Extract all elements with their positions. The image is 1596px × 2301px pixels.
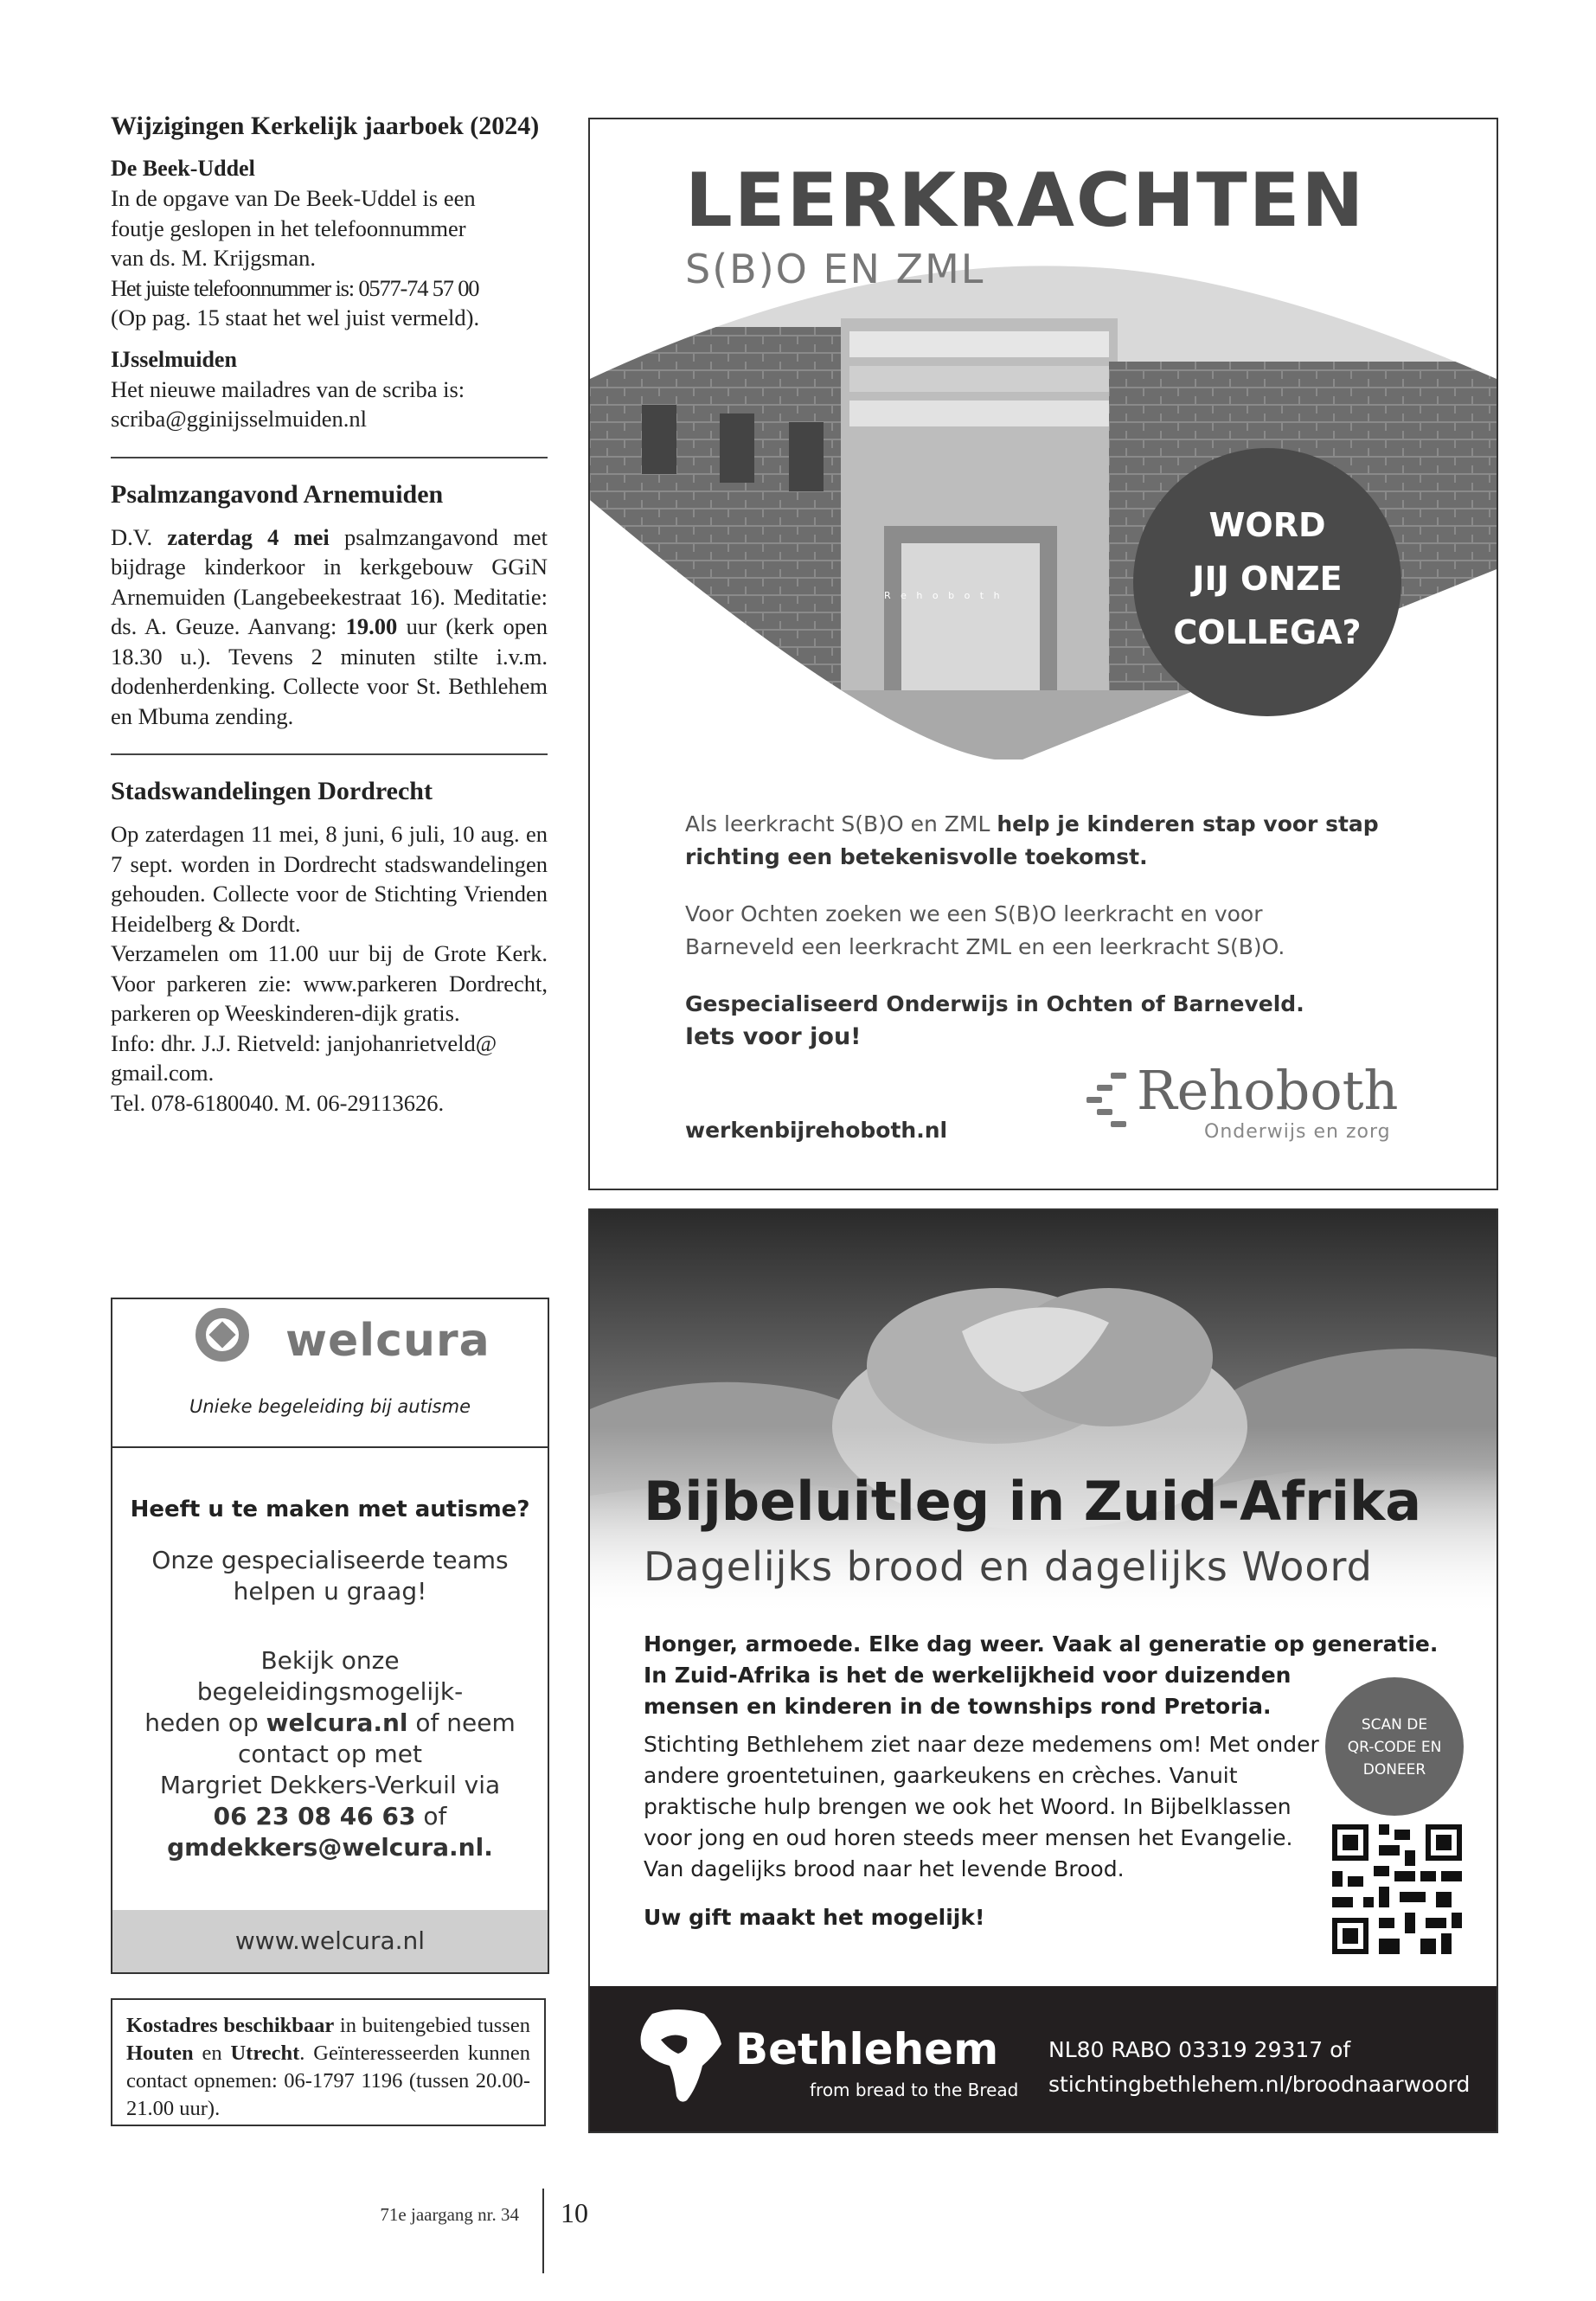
subhead-ijsselmuiden: IJsselmuiden [111,346,237,372]
section-title-jaarboek: Wijzigingen Kerkelijk jaarboek (2024) [111,112,540,140]
bold-line: Honger, armoede. Elke dag weer. Vaak al generatie op generatie. [644,1631,1439,1657]
footer-divider [542,2189,544,2273]
building-sign: R e h o b o t h [884,590,1003,601]
rehoboth-logo-name: Rehoboth [1137,1059,1399,1122]
stadswandelingen-tel: Tel. 078-6180040. M. 06-29113626. [111,1089,445,1116]
line: Het nieuwe mailadres van de scriba is: [111,375,465,402]
welcura-line: Bekijk onze begeleidingsmogelijk- [196,1646,464,1706]
section-title-psalmzangavond: Psalmzangavond Arnemuiden [111,479,444,509]
welcura-phone-line: 06 23 08 46 63 of [213,1802,447,1830]
line: Het juiste telefoonnummer is: 0577-74 57 00 [111,274,479,301]
divider [111,753,548,755]
rehoboth-text-3: Gespecialiseerd Onderwijs in Ochten of Barneveld. Iets voor jou! [685,991,1304,1050]
welcura-email-line: gmdekkers@welcura.nl. [167,1833,493,1862]
body-line: praktische hulp brengen we ook het Woord. In Bijbelklassen [644,1794,1292,1819]
bethlehem-name: Bethlehem [735,2024,999,2074]
page-number: 10 [561,2197,588,2228]
body-line: voor jong en oud horen steeds meer mensen het Evangelie. [644,1825,1293,1850]
bethlehem-footer-bar [590,1986,1497,2131]
bethlehem-tagline: from bread to the Bread [810,2080,1019,2100]
kostadres-text: Kostadres beschikbaar in buitengebied tussen Houten en Utrecht. Geïnteresseerden kunnen contact opnemen: 06-1797 1196 (tussen 20.00-21.00 uur). [126,2014,530,2120]
bank-line[interactable]: stichtingbethlehem.nl/broodnaarwoord [1048,2072,1471,2097]
stadswandelingen-p2: Verzamelen om 11.00 uur bij de Grote Kerk. Voor parkeren zie: www.parkeren Dordrecht, parkeren op Weeskinderen-dijk gratis. [111,940,548,1026]
welcura-question: Heeft u te maken met autisme? [130,1497,530,1522]
welcura-line: helpen u graag! [233,1577,427,1606]
kostadres-box [111,1998,546,2126]
bethlehem-bold-text [644,1629,1438,1722]
body-line: Van dagelijks brood naar het levende Brood. [644,1856,1125,1881]
section-title-stadswandelingen: Stadswandelingen Dordrecht [111,777,433,805]
bank-line: NL80 RABO 03319 29317 of [1048,2037,1351,2062]
line: In de opgave van De Beek-Uddel is een [111,185,476,211]
bold-line: mensen en kinderen in de townships rond Pretoria. [644,1694,1272,1719]
bold-line: In Zuid-Afrika is het de werkelijkheid voor duizenden [644,1663,1292,1688]
welcura-line: heden op welcura.nl of neem [144,1708,516,1737]
line: scriba@gginijsselmuiden.nl [111,406,367,432]
rehoboth-title: LEERKRACHTEN [685,157,1366,244]
circle-line: WORD [1208,506,1326,544]
stadswandelingen-email: gmail.com. [111,1060,215,1086]
body-line: Stichting Bethlehem ziet naar deze medemens om! Met onder [644,1732,1319,1757]
rehoboth-ad[interactable] [588,118,1498,1190]
welcura-name: welcura [285,1315,490,1367]
divider [111,457,548,458]
bethlehem-subhead: Dagelijks brood en dagelijks Woord [644,1543,1373,1590]
bethlehem-ad[interactable] [588,1208,1498,2133]
rehoboth-subtitle: S(B)O EN ZML [685,246,985,292]
welcura-logo-icon [195,1308,249,1362]
welcura-logo-area [112,1299,548,1448]
bethlehem-body-text [644,1729,1319,1885]
welcura-line: contact op met [238,1740,422,1768]
bethlehem-bank-info[interactable] [1048,2033,1470,2102]
welcura-line: Onze gespecialiseerde teams [151,1546,509,1574]
welcura-tagline: Unieke begeleiding bij autisme [189,1396,471,1417]
circle-line: COLLEGA? [1173,613,1362,651]
subhead-beek-uddel: De Beek-Uddel [111,156,255,181]
body-line: andere groentetuinen, gaarkeukens en crèches. Vanuit [644,1763,1238,1788]
psalmzangavond-text: D.V. zaterdag 4 mei psalmzangavond met bijdrage kinderkoor in kerkgebouw GGiN Arnemuiden (Langebeekestraat 16). Meditatie: ds. A. Geuze. Aanvang: 19.00 uur (kerk open 18.30 u.). Tevens 2 minuten stilte i.v.m. dodenherdenking. Collecte voor St. Bethlehem en Mbuma zending. [111,523,548,729]
africa-logo-icon [635,2005,730,2109]
rehoboth-text-1: Als leerkracht S(B)O en ZML help je kinderen stap voor stap richting een betekenisvolle toekomst. [685,811,1379,869]
scan-line: SCAN DE [1361,1716,1428,1734]
bethlehem-cta: Uw gift maakt het mogelijk! [644,1905,985,1930]
welcura-line: Margriet Dekkers-Verkuil via [159,1771,501,1799]
stadswandelingen-info: Info: dhr. J.J. Rietveld: janjohanrietveld@ [111,1029,497,1056]
rehoboth-logo-sub: Onderwijs en zorg [1204,1121,1391,1143]
scan-qr-badge [1325,1677,1464,1816]
scan-line: DONEER [1362,1761,1426,1779]
bethlehem-headline: Bijbeluitleg in Zuid-Afrika [644,1470,1422,1533]
qr-code-icon[interactable] [1332,1824,1462,1954]
scan-line: QR-CODE EN [1347,1739,1442,1756]
line: van ds. M. Krijgsman. [111,245,317,271]
issue-label: 71e jaargang nr. 34 [380,2204,519,2225]
line: foutje geslopen in het telefoonnummer [111,215,466,241]
rehoboth-logo-icon [1081,1066,1133,1135]
rehoboth-url[interactable]: werkenbijrehoboth.nl [685,1118,948,1143]
rehoboth-text-2: Voor Ochten zoeken we een S(B)O leerkracht en voor Barneveld een leerkracht ZML en een leerkracht S(B)O. [685,901,1285,959]
left-column [111,111,548,1118]
collega-circle [1133,448,1401,716]
stadswandelingen-p1: Op zaterdagen 11 mei, 8 juni, 6 juli, 10 aug. en 7 sept. worden in Dordrecht stadswandelingen gehouden. Collecte voor de Stichting Vrienden Heidelberg & Dordt. [111,821,548,937]
welcura-url[interactable]: www.welcura.nl [112,1910,548,1972]
welcura-ad[interactable] [111,1298,549,1974]
circle-line: JIJ ONZE [1192,560,1343,598]
line: (Op pag. 15 staat het wel juist vermeld). [111,304,480,330]
